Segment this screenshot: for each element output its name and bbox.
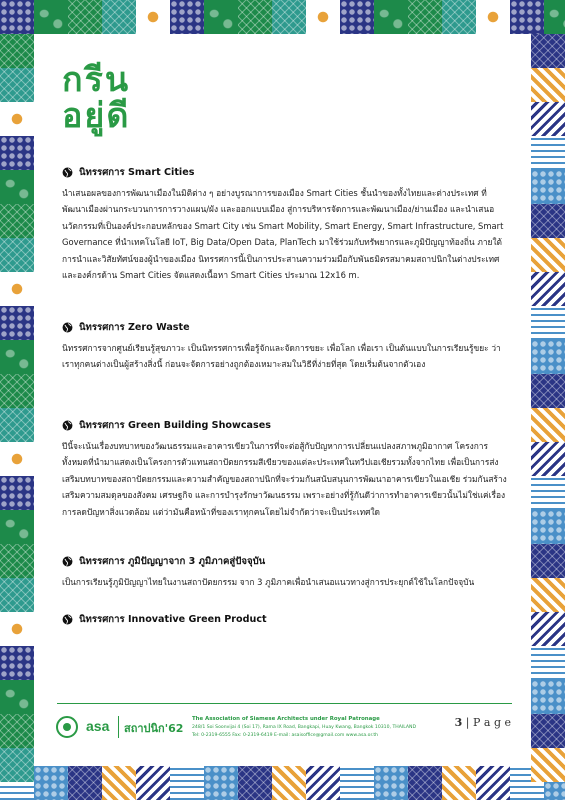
- footer-event: สถาปนิก'62: [124, 722, 184, 735]
- border-tile: [408, 766, 442, 800]
- border-tile: [238, 766, 272, 800]
- border-tile: [0, 680, 34, 714]
- border-tile: [531, 68, 565, 102]
- border-tile: [0, 0, 34, 34]
- border-tile: [531, 306, 565, 340]
- border-tile: [0, 272, 34, 306]
- border-tile: [0, 34, 34, 68]
- section-heading: นิทรรศการ Zero Waste: [79, 321, 190, 333]
- border-tile: [0, 68, 34, 102]
- footer-separator: [118, 716, 119, 738]
- border-tile: [306, 0, 340, 34]
- border-tile: [531, 442, 565, 476]
- border-tile: [0, 374, 34, 408]
- border-tile: [531, 34, 565, 68]
- border-tile: [531, 578, 565, 612]
- footer-divider: [57, 703, 512, 704]
- section-heading: นิทรรศการ Innovative Green Product: [79, 613, 267, 625]
- logo-line-2: อยู่ดี: [62, 96, 131, 136]
- border-tile: [272, 0, 306, 34]
- globe-icon: [62, 167, 73, 178]
- border-tile: [531, 204, 565, 238]
- border-tile: [0, 510, 34, 544]
- section-body: นำเสนอผลของการพัฒนาเมืองในมิติต่าง ๆ อย่างบูรณาการของเมือง Smart Cities ชั้นนำของทั้งไทยและต่างประเทศ ที่พัฒนาเมืองผ่านกระบวนการการวางแผน/ผัง และออกแบบเมือง สู่การบริหารจัดการและพัฒนาเมือง/ย่านเมือง และนำเสนอนวัตกรรมที่เป็นองค์ประกอบหลักของ Smart City เช่น Smart Mobility, Smart Energy, Smart Infrastructure, Smart Governance ที่นำเทคโนโลยี IoT, Big Data/Open Data, PlanTech มาใช้ร่วมกับทรัพยากรและภูมิปัญญาท้องถิ่น ภายใต้การนำและวิสัยทัศน์ของผู้นำของเมือง นิทรรศการนี้เป็นการประสานความร่วมมือกับพันธมิตรสมาคมสถาปนิกในต่างประเทศ และองค์กรด้าน Smart Cities จัดแสดงเนื้อหา Smart Cities ประมาณ 12x16 m.: [62, 188, 504, 281]
- footer-brand: asa: [86, 718, 110, 734]
- border-tile: [531, 612, 565, 646]
- border-tile: [531, 476, 565, 510]
- border-tile: [306, 766, 340, 800]
- border-tile: [272, 766, 306, 800]
- border-tile: [136, 0, 170, 34]
- border-tile: [34, 766, 68, 800]
- header: [62, 40, 508, 134]
- globe-icon: [62, 420, 73, 431]
- border-tile: [531, 680, 565, 714]
- footer-address: 248/1 Soi Soonvijai 4 (Soi 17), Rama IX Road, Bangkapi, Huay Kwang, Bangkok 10310, THAILAND: [192, 725, 416, 730]
- border-tile: [531, 340, 565, 374]
- border-tile: [170, 0, 204, 34]
- border-tile: [0, 204, 34, 238]
- globe-icon: [62, 614, 73, 625]
- border-tile: [531, 102, 565, 136]
- border-tile: [408, 0, 442, 34]
- border-tile: [34, 0, 68, 34]
- border-tile: [0, 170, 34, 204]
- border-tile: [510, 0, 544, 34]
- border-tile: [102, 766, 136, 800]
- border-tile: [0, 612, 34, 646]
- border-tile: [0, 102, 34, 136]
- border-tile: [531, 374, 565, 408]
- border-tile: [0, 748, 34, 782]
- globe-icon: [62, 322, 73, 333]
- globe-icon: [62, 556, 73, 567]
- border-tile: [531, 544, 565, 578]
- border-tile: [374, 766, 408, 800]
- section-heading: นิทรรศการ Green Building Showcases: [79, 419, 271, 431]
- border-tile: [0, 714, 34, 748]
- asa-emblem-icon: [56, 716, 78, 738]
- border-tile: [102, 0, 136, 34]
- border-tile: [531, 170, 565, 204]
- section-green-product: [62, 612, 508, 626]
- border-tile: [0, 408, 34, 442]
- border-tile: [68, 766, 102, 800]
- footer: [56, 712, 511, 752]
- logo-line-1: กรีน: [62, 60, 131, 100]
- border-tile: [374, 0, 408, 34]
- border-tile: [442, 0, 476, 34]
- border-tile: [442, 766, 476, 800]
- border-tile: [531, 714, 565, 748]
- border-tile: [0, 136, 34, 170]
- page-label: | P a g e: [465, 716, 511, 729]
- footer-association: [192, 716, 422, 738]
- border-tile: [531, 136, 565, 170]
- footer-contact: Tel: 0-2319-6555 Fax: 0-2319-6419 E-mail: asaisoffice@gmail.com www.asa.or.th: [192, 733, 379, 738]
- border-tile: [531, 646, 565, 680]
- border-tile: [340, 766, 374, 800]
- border-tile: [238, 0, 272, 34]
- border-tile: [0, 646, 34, 680]
- section-heading: นิทรรศการ ภูมิปัญญาจาก 3 ภูมิภาคสู่ปัจจุบัน: [79, 555, 266, 567]
- border-tile: [136, 766, 170, 800]
- border-tile: [0, 476, 34, 510]
- border-tile: [204, 766, 238, 800]
- section-zero-waste: [62, 320, 508, 373]
- border-tile: [68, 0, 102, 34]
- border-tile: [531, 238, 565, 272]
- border-tile: [0, 340, 34, 374]
- border-tile: [0, 578, 34, 612]
- section-heading: นิทรรศการ Smart Cities: [79, 166, 195, 178]
- border-tile: [476, 0, 510, 34]
- section-green-building: [62, 418, 508, 520]
- border-tile: [531, 272, 565, 306]
- section-local-wisdom: [62, 554, 508, 590]
- section-smart-cities: [62, 165, 508, 283]
- border-tile: [531, 510, 565, 544]
- page-num: 3: [454, 716, 463, 729]
- border-tile: [0, 306, 34, 340]
- border-tile: [476, 766, 510, 800]
- section-body: ปีนี้จะเน้นเรื่องบทบาทของวัฒนธรรมและอาคารเขียวในการที่จะต่อสู้กับปัญหาการเปลี่ยนแปลงสภาพภูมิอากาศ โครงการทั้งหมดที่นำมาแสดงเป็นโครงการตัวแทนสถาปัตยกรรมสีเขียวของแต่ละประเทศในทวีปเอเชียรวมทั้งจากไทย เพื่อเป็นการส่งเสริมบทบาทของสถาปัตยกรรมและความสำคัญของสถาปนิกที่จะร่วมกันสนับสนุนการพัฒนาอาคารเขียวในเอเชีย ร่วมกันสร้างเสริมความสมดุลของสังคม เศรษฐกิจ และการบำรุงรักษาวัฒนธรรม เพราะอย่างที่รู้กันดีว่าการทำอาคารเขียวนั้นไม่ใช่แค่เรื่องการลดปัญหาสิ่งแวดล้อม แต่ว่ามันคือหน้าที่ของเราทุกคนโดยไม่จำกัดว่าจะเป็นประเทศใด: [62, 441, 507, 517]
- border-tile: [0, 544, 34, 578]
- footer-org: The Association of Siamese Architects under Royal Patronage: [192, 716, 380, 722]
- border-tile: [531, 748, 565, 782]
- page-number: [455, 716, 511, 729]
- border-tile: [170, 766, 204, 800]
- border-tile: [0, 238, 34, 272]
- border-tile: [531, 408, 565, 442]
- green-logo: [62, 62, 508, 134]
- border-tile: [544, 0, 565, 34]
- section-body: เป็นการเรียนรู้ภูมิปัญญาไทยในงานสถาปัตยกรรม จาก 3 ภูมิภาคเพื่อนำเสนอแนวทางสู่การประยุกต์ใช้ในโลกปัจจุบัน: [62, 577, 475, 587]
- border-tile: [340, 0, 374, 34]
- section-body: นิทรรศการจากศูนย์เรียนรู้สุขภาวะ เป็นนิทรรศการเพื่อรู้จักและจัดการขยะ เพื่อโลก เพื่อเรา เป็นต้นแบบในการเรียนรู้ขยะ ว่าเราทุกคนต่างเป็นผู้สร้างสิ่งนี้ ก่อนจะจัดการอย่างถูกต้องเหมาะสมในวิธีที่ง่ายที่สุด โดยเริ่มต้นจากตัวเอง: [62, 343, 501, 370]
- border-tile: [0, 442, 34, 476]
- border-tile: [204, 0, 238, 34]
